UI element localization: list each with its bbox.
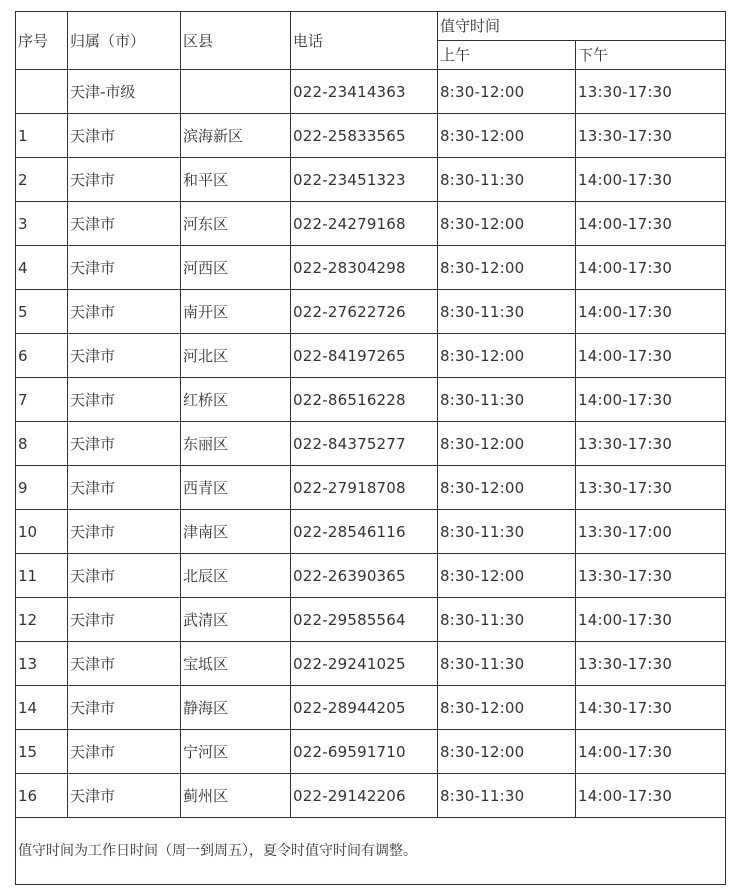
cell-city: 天津市: [68, 774, 181, 818]
cell-city: 天津市: [68, 246, 181, 290]
cell-seq: 14: [16, 686, 68, 730]
cell-pm-time: 14:30-17:30: [576, 686, 726, 730]
cell-district: 蓟州区: [181, 774, 291, 818]
cell-pm-time: 13:30-17:30: [576, 422, 726, 466]
cell-pm-time: 13:30-17:30: [576, 114, 726, 158]
cell-district: 西青区: [181, 466, 291, 510]
cell-seq: 5: [16, 290, 68, 334]
cell-phone: 022-25833565: [291, 114, 438, 158]
cell-seq: 2: [16, 158, 68, 202]
cell-city: 天津市: [68, 554, 181, 598]
cell-phone: 022-29585564: [291, 598, 438, 642]
cell-phone: 022-84197265: [291, 334, 438, 378]
cell-district: 宁河区: [181, 730, 291, 774]
table-row: [16, 422, 726, 466]
cell-phone: 022-29241025: [291, 642, 438, 686]
cell-city: 天津-市级: [68, 70, 181, 114]
header-seq: 序号: [16, 12, 68, 70]
table-row: [16, 158, 726, 202]
cell-district: 北辰区: [181, 554, 291, 598]
cell-pm-time: 14:00-17:30: [576, 598, 726, 642]
cell-district: 宝坻区: [181, 642, 291, 686]
cell-city: 天津市: [68, 378, 181, 422]
cell-am-time: 8:30-11:30: [438, 290, 576, 334]
cell-seq: 6: [16, 334, 68, 378]
cell-pm-time: 14:00-17:30: [576, 246, 726, 290]
cell-am-time: 8:30-11:30: [438, 642, 576, 686]
cell-district: 津南区: [181, 510, 291, 554]
footnote: 值守时间为工作日时间（周一到周五），夏令时值守时间有调整。: [16, 818, 726, 885]
cell-am-time: 8:30-12:00: [438, 114, 576, 158]
cell-seq: 8: [16, 422, 68, 466]
cell-district: 东丽区: [181, 422, 291, 466]
cell-pm-time: 14:00-17:30: [576, 202, 726, 246]
table-row: [16, 246, 726, 290]
cell-am-time: 8:30-12:00: [438, 554, 576, 598]
table-row: [16, 642, 726, 686]
cell-phone: 022-24279168: [291, 202, 438, 246]
header-district: 区县: [181, 12, 291, 70]
cell-city: 天津市: [68, 290, 181, 334]
cell-pm-time: 13:30-17:00: [576, 510, 726, 554]
cell-seq: 11: [16, 554, 68, 598]
cell-district: 滨海新区: [181, 114, 291, 158]
cell-am-time: 8:30-11:30: [438, 598, 576, 642]
cell-phone: 022-23451323: [291, 158, 438, 202]
cell-phone: 022-27918708: [291, 466, 438, 510]
cell-city: 天津市: [68, 642, 181, 686]
cell-phone: 022-26390365: [291, 554, 438, 598]
cell-pm-time: 14:00-17:30: [576, 290, 726, 334]
table-row: [16, 774, 726, 818]
cell-city: 天津市: [68, 202, 181, 246]
cell-phone: 022-23414363: [291, 70, 438, 114]
cell-am-time: 8:30-12:00: [438, 686, 576, 730]
cell-pm-time: 14:00-17:30: [576, 730, 726, 774]
cell-district: 和平区: [181, 158, 291, 202]
cell-am-time: 8:30-12:00: [438, 730, 576, 774]
cell-pm-time: 14:00-17:30: [576, 378, 726, 422]
header-phone: 电话: [291, 12, 438, 70]
cell-seq: 3: [16, 202, 68, 246]
cell-seq: 13: [16, 642, 68, 686]
header-duty-time: 值守时间: [438, 12, 726, 41]
duty-schedule-table: [15, 11, 726, 885]
table-row: [16, 290, 726, 334]
cell-district: 河西区: [181, 246, 291, 290]
header-pm: 下午: [576, 41, 726, 70]
table-row: [16, 114, 726, 158]
cell-pm-time: 13:30-17:30: [576, 466, 726, 510]
cell-am-time: 8:30-12:00: [438, 202, 576, 246]
cell-phone: 022-84375277: [291, 422, 438, 466]
cell-district: [181, 70, 291, 114]
table-row: [16, 378, 726, 422]
table-row: [16, 202, 726, 246]
cell-city: 天津市: [68, 334, 181, 378]
cell-seq: 7: [16, 378, 68, 422]
table-row: [16, 686, 726, 730]
table-row: [16, 70, 726, 114]
table-row: [16, 730, 726, 774]
table-row: [16, 554, 726, 598]
cell-district: 河东区: [181, 202, 291, 246]
cell-city: 天津市: [68, 422, 181, 466]
table-row: [16, 598, 726, 642]
header-am: 上午: [438, 41, 576, 70]
cell-pm-time: 14:00-17:30: [576, 158, 726, 202]
cell-city: 天津市: [68, 114, 181, 158]
cell-am-time: 8:30-12:00: [438, 334, 576, 378]
cell-seq: 10: [16, 510, 68, 554]
cell-pm-time: 13:30-17:30: [576, 642, 726, 686]
table-row: [16, 466, 726, 510]
cell-city: 天津市: [68, 730, 181, 774]
cell-city: 天津市: [68, 598, 181, 642]
cell-city: 天津市: [68, 510, 181, 554]
cell-city: 天津市: [68, 686, 181, 730]
cell-phone: 022-27622726: [291, 290, 438, 334]
cell-am-time: 8:30-12:00: [438, 466, 576, 510]
cell-city: 天津市: [68, 158, 181, 202]
cell-phone: 022-29142206: [291, 774, 438, 818]
cell-seq: 16: [16, 774, 68, 818]
cell-am-time: 8:30-12:00: [438, 246, 576, 290]
cell-am-time: 8:30-11:30: [438, 510, 576, 554]
table-row: [16, 510, 726, 554]
cell-pm-time: 13:30-17:30: [576, 70, 726, 114]
cell-seq: 9: [16, 466, 68, 510]
cell-district: 武清区: [181, 598, 291, 642]
cell-district: 南开区: [181, 290, 291, 334]
cell-city: 天津市: [68, 466, 181, 510]
cell-am-time: 8:30-12:00: [438, 422, 576, 466]
cell-seq: [16, 70, 68, 114]
cell-seq: 1: [16, 114, 68, 158]
cell-am-time: 8:30-12:00: [438, 70, 576, 114]
cell-am-time: 8:30-11:30: [438, 158, 576, 202]
cell-phone: 022-69591710: [291, 730, 438, 774]
cell-seq: 12: [16, 598, 68, 642]
cell-district: 河北区: [181, 334, 291, 378]
cell-seq: 4: [16, 246, 68, 290]
cell-am-time: 8:30-11:30: [438, 774, 576, 818]
cell-district: 红桥区: [181, 378, 291, 422]
cell-seq: 15: [16, 730, 68, 774]
table-body: [16, 70, 726, 818]
cell-pm-time: 14:00-17:30: [576, 774, 726, 818]
cell-am-time: 8:30-11:30: [438, 378, 576, 422]
header-city: 归属（市）: [68, 12, 181, 70]
cell-pm-time: 14:00-17:30: [576, 334, 726, 378]
cell-phone: 022-28546116: [291, 510, 438, 554]
footnote-row: [16, 818, 726, 885]
cell-phone: 022-28944205: [291, 686, 438, 730]
cell-phone: 022-86516228: [291, 378, 438, 422]
table-row: [16, 334, 726, 378]
cell-phone: 022-28304298: [291, 246, 438, 290]
cell-district: 静海区: [181, 686, 291, 730]
cell-pm-time: 13:30-17:30: [576, 554, 726, 598]
table-header-row: [16, 12, 726, 41]
